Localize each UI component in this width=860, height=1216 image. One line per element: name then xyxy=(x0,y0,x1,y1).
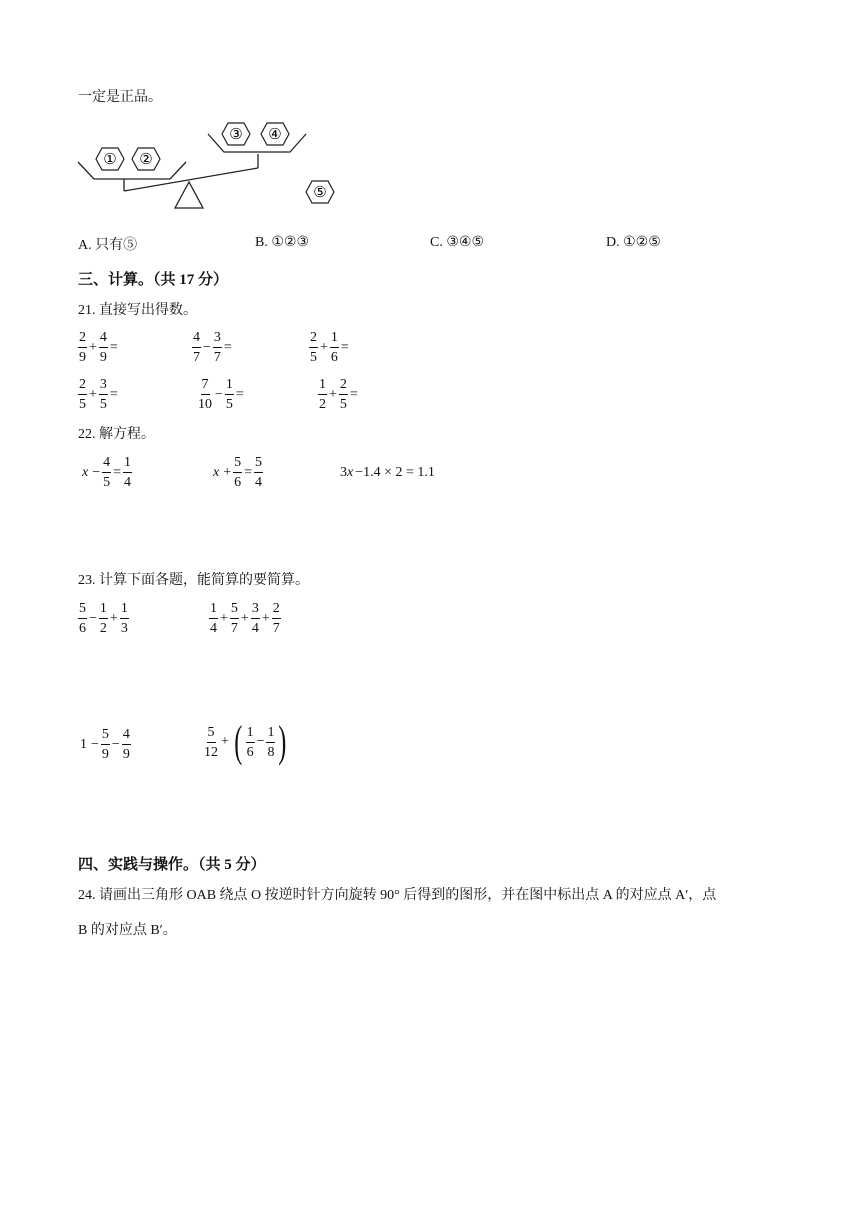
item-2-hexagon xyxy=(132,148,160,170)
right-pan xyxy=(208,134,306,152)
svg-text:④: ④ xyxy=(268,125,282,143)
option-a[interactable]: A. 只有⑤ xyxy=(78,238,138,253)
q24-line-2: B 的对应点 B′。 xyxy=(78,923,177,938)
q22-equation-1: x − $\frac{4}{5}$ = $\frac{1}{4}$ xyxy=(82,455,132,490)
q21-item-1: $\frac{2}{9}$ + $\frac{4}{9}$ = xyxy=(79,330,118,365)
item-1-hexagon xyxy=(96,148,124,170)
q21-item-2: $\frac{4}{7}$ − $\frac{3}{7}$ = xyxy=(193,330,232,365)
q24-line-1: 24. 请画出三角形 OAB 绕点 O 按逆时针方向旋转 90° 后得到的图形，并在图中标出点 A 的对应点 A′，点 xyxy=(78,888,717,903)
item-5-hexagon xyxy=(306,181,334,203)
svg-text:②: ② xyxy=(139,150,153,168)
q22-title: 22. 解方程。 xyxy=(78,427,155,442)
svg-text:①: ① xyxy=(103,150,117,168)
q21-item-3: $\frac{2}{5}$ + $\frac{1}{6}$ = xyxy=(310,330,349,365)
q23-expression-1: $\frac{5}{6}$ − $\frac{1}{2}$ + $\frac{1}{3}$ xyxy=(79,601,128,636)
q21-item-6: $\frac{1}{2}$ + $\frac{2}{5}$ = xyxy=(319,377,358,412)
q23-expression-4: $\frac{5}{12}$ + ( $\frac{1}{6}$ − $\frac{1}{8}$ ) xyxy=(204,717,287,766)
q21-item-4: $\frac{2}{5}$ + $\frac{3}{5}$ = xyxy=(79,377,118,412)
q21-title: 21. 直接写出得数。 xyxy=(78,303,197,318)
left-pan xyxy=(78,162,186,179)
q21-item-5: $\frac{7}{10}$ − $\frac{1}{5}$ = xyxy=(198,377,244,412)
balance-pivot xyxy=(175,182,203,208)
section-3-title: 三、计算。（共 17 分） xyxy=(78,272,229,288)
item-4-hexagon xyxy=(261,123,289,145)
option-c[interactable]: C. ③④⑤ xyxy=(430,235,484,250)
item-3-hexagon xyxy=(222,123,250,145)
q22-equation-3: 3 x −1.4 × 2 = 1.1 xyxy=(340,465,435,480)
q23-expression-2: $\frac{1}{4}$ + $\frac{5}{7}$ + $\frac{3}{4}$ + $\frac{2}{7}$ xyxy=(210,601,280,636)
svg-text:③: ③ xyxy=(229,125,243,143)
intro-line: 一定是正品。 xyxy=(78,90,162,105)
option-d[interactable]: D. ①②⑤ xyxy=(606,235,661,250)
q23-title: 23. 计算下面各题，能简算的要简算。 xyxy=(78,573,309,588)
q23-expression-3: 1 − $\frac{5}{9}$ − $\frac{4}{9}$ xyxy=(80,727,130,762)
q22-equation-2: x + $\frac{5}{6}$ = $\frac{5}{4}$ xyxy=(213,455,263,490)
svg-text:⑤: ⑤ xyxy=(313,183,327,201)
section-4-title: 四、实践与操作。（共 5 分） xyxy=(78,857,266,873)
balance-scale-figure xyxy=(72,116,352,216)
option-b[interactable]: B. ①②③ xyxy=(255,235,309,250)
